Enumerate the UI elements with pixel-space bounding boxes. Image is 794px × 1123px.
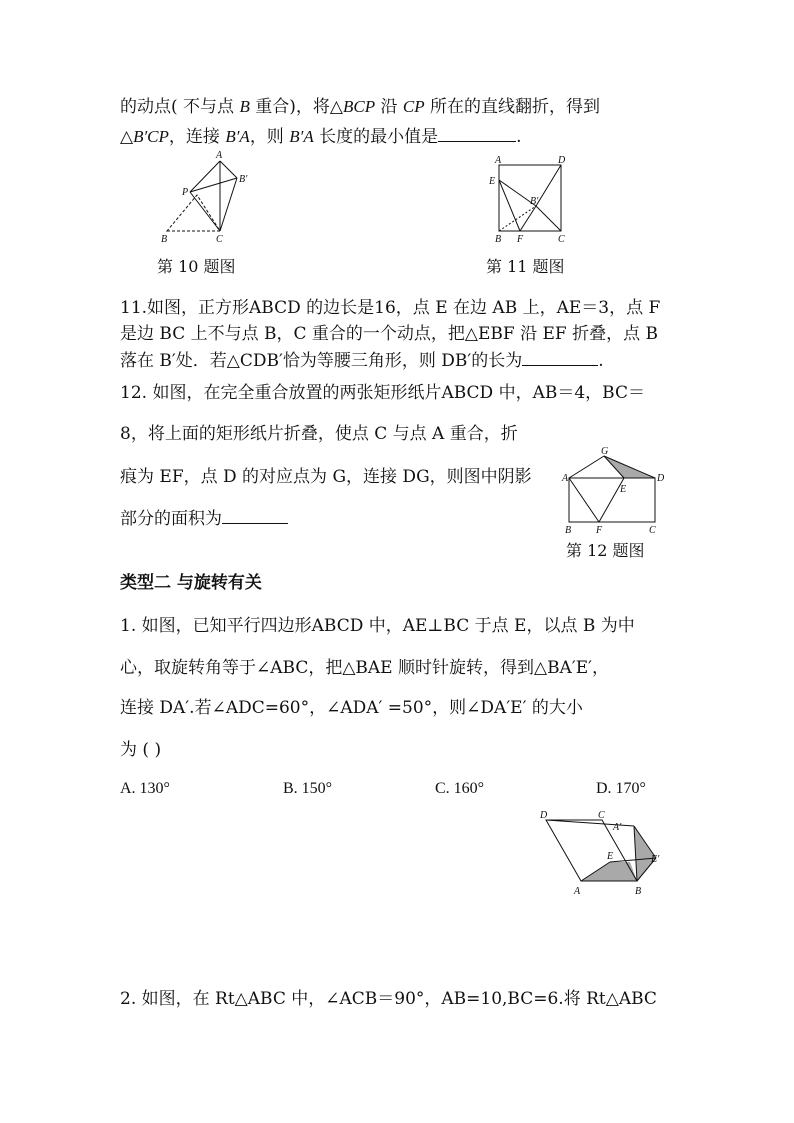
segment-b-prime-c: [220, 178, 237, 231]
label-a: A: [495, 155, 502, 166]
label-a: A: [562, 473, 569, 484]
p11-line-1: 11.如图，正方形ABCD 的边长是16，点 E 在边 AB 上，AE＝3，点 F: [120, 298, 661, 318]
label-c: C: [558, 234, 565, 245]
label-p: P: [182, 187, 189, 198]
label-c: C: [649, 525, 656, 536]
option-d[interactable]: D. 170°: [596, 780, 646, 797]
text: BCP: [342, 97, 376, 116]
segment-bb-prime: [499, 206, 536, 231]
p12-line-3: 痕为 EF，点 D 的对应点为 G，连接 DG，则图中阴影: [120, 467, 532, 487]
text: 落在 B′处．若△CDB′恰为等腰三角形，则 DB′的长为: [120, 351, 523, 371]
segment-pc: [190, 192, 220, 231]
text: .: [516, 127, 522, 147]
text: 重合)，将△: [249, 97, 343, 117]
label-b-prime: B′: [239, 174, 248, 185]
segment-cb-prime: [536, 206, 561, 231]
p10-line-2: [120, 125, 522, 148]
dashed-triangle-bcp: [167, 195, 220, 231]
option-c[interactable]: C. 160°: [435, 780, 485, 797]
text: 所在的直线翻折，得到: [424, 97, 601, 117]
segment-af: [569, 478, 599, 522]
figure-q1: [536, 808, 666, 900]
text: ，则: [249, 127, 290, 147]
label-e: E: [620, 484, 627, 495]
p11-line-2: 是边 BC 上不与点 B，C 重合的一个动点，把△EBF 沿 EF 折叠，点 B: [120, 324, 659, 344]
q2-line-1: 2. 如图，在 Rt△ABC 中，∠ACB＝90°，AB=10,BC=6.将 Rt△ABC: [120, 989, 657, 1009]
answer-blank[interactable]: [522, 349, 598, 366]
option-b[interactable]: B. 150°: [283, 780, 333, 797]
q1-line-3: 连接 DA′.若∠ADC=60°，∠ADA′ =50°，则∠DA′E′ 的大小: [120, 698, 583, 718]
label-e-prime: E′: [651, 854, 660, 865]
figure-11-caption: 第 11 题图: [486, 257, 565, 276]
figure-10: [150, 150, 260, 248]
label-c: C: [216, 234, 223, 245]
text: B′A: [225, 127, 250, 146]
segment-ab-prime: [220, 161, 237, 178]
answer-blank[interactable]: [222, 507, 288, 524]
label-b: B: [161, 234, 168, 245]
text: 部分的面积为: [120, 509, 222, 529]
label-a: A: [216, 150, 223, 161]
section-heading: 类型二 与旋转有关: [120, 573, 262, 593]
p12-line-4: [120, 507, 288, 530]
segment-ag: [569, 456, 604, 478]
p12-line-1: 12. 如图，在完全重合放置的两张矩形纸片ABCD 中，AB＝4，BC＝: [120, 383, 645, 403]
label-f: F: [596, 525, 603, 536]
figure-12-caption: 第 12 题图: [566, 541, 645, 560]
answer-blank[interactable]: [438, 125, 516, 142]
label-e: E: [607, 851, 614, 862]
text: 长度的最小值是: [313, 127, 439, 147]
label-d: D: [657, 473, 665, 484]
label-c: C: [598, 810, 605, 821]
label-d: D: [558, 155, 566, 166]
segment-db-prime: [536, 165, 561, 206]
shaded-triangle-bae: [581, 862, 637, 881]
figure-11: [488, 155, 578, 250]
label-f: F: [517, 234, 524, 245]
text: B′CP: [133, 127, 169, 146]
text: ，连接: [168, 127, 226, 147]
figure-10-caption: 第 10 题图: [157, 257, 236, 276]
p12-line-2: 8，将上面的矩形纸片折叠，使点 C 与点 A 重合，折: [120, 424, 518, 444]
p10-line-1: [120, 96, 600, 118]
text: CP: [402, 97, 425, 116]
option-a[interactable]: A. 130°: [120, 780, 170, 797]
label-a: A: [574, 886, 581, 897]
label-b: B: [635, 886, 642, 897]
text: 沿: [375, 97, 403, 117]
text: .: [598, 351, 604, 371]
label-b-prime: B′: [530, 196, 539, 207]
label-b: B: [495, 234, 502, 245]
q1-line-4: 为 ( ): [120, 740, 162, 760]
label-b: B: [565, 525, 572, 536]
text: B′A: [289, 127, 314, 146]
label-d: D: [540, 810, 548, 821]
q1-line-1: 1. 如图，已知平行四边形ABCD 中，AE⊥BC 于点 E，以点 B 为中: [120, 616, 635, 636]
text: △: [120, 127, 134, 147]
label-e: E: [489, 176, 496, 187]
figure-12: [560, 446, 675, 536]
label-a-prime: A′: [613, 822, 622, 833]
text: B: [239, 97, 250, 116]
segment-fb-prime: [520, 206, 536, 231]
label-g: G: [601, 446, 609, 457]
text: 的动点( 不与点: [120, 97, 240, 117]
p11-line-3: [120, 349, 604, 372]
q1-line-2: 心，取旋转角等于∠ABC，把△BAE 顺时针旋转，得到△BA′E′，: [120, 658, 609, 678]
